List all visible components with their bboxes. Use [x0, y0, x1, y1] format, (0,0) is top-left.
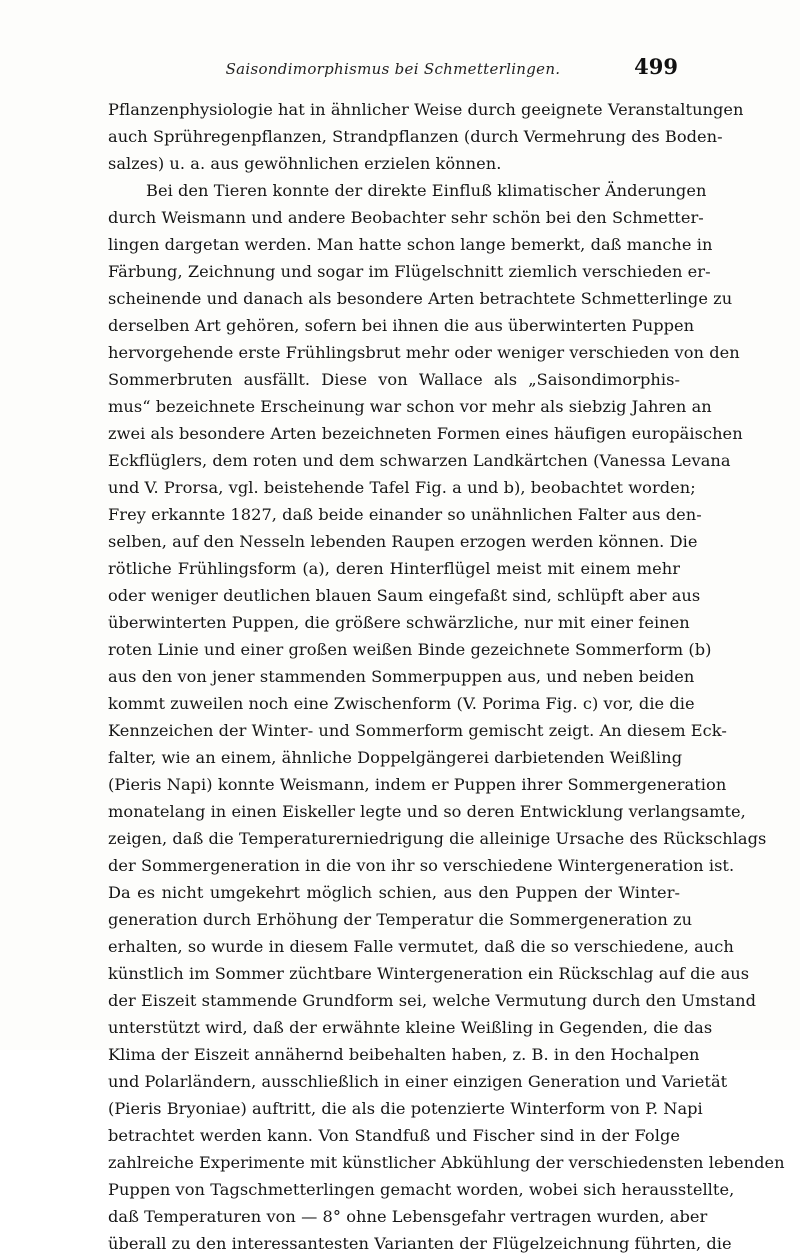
text-line: derselben Art gehören, sofern bei ihnen die aus überwinterten Puppen [108, 316, 695, 335]
body-text [108, 96, 785, 1257]
text-line: kommt zuweilen noch eine Zwischenform (V. Porima Fig. c) vor, die die [108, 694, 695, 713]
text-line: Färbung, Zeichnung und sogar im Flügelschnitt ziemlich verschieden er- [108, 262, 711, 281]
text-line: lingen dargetan werden. Man hatte schon lange bemerkt, daß manche in [108, 235, 713, 254]
text-line: scheinende und danach als besondere Arten betrachtete Schmetterlinge zu [108, 289, 733, 308]
text-line: erhalten, so wurde in diesem Falle vermutet, daß die so verschiedene, auch [108, 937, 734, 956]
text-line: salzes) u. a. aus gewöhnlichen erzielen können. [108, 154, 502, 173]
text-line: durch Weismann und andere Beobachter sehr schön bei den Schmetter- [108, 208, 704, 227]
text-line: daß Temperaturen von — 8° ohne Lebensgefahr vertragen wurden, aber [108, 1207, 708, 1226]
text-line: selben, auf den Nesseln lebenden Raupen erzogen werden können. Die [108, 532, 698, 551]
text-line: Bei den Tieren konnte der direkte Einfluß klimatischer Änderungen [146, 181, 707, 200]
text-line: zeigen, daß die Temperaturerniedrigung die alleinige Ursache des Rückschlags [108, 829, 767, 848]
text-line: falter, wie an einem, ähnliche Doppelgängerei darbietenden Weißling [108, 748, 683, 767]
text-line: betrachtet werden kann. Von Standfuß und Fischer sind in der Folge [108, 1126, 680, 1145]
text-line: überall zu den interessantesten Varianten der Flügelzeichnung führten, die [108, 1234, 732, 1253]
running-title: Saisondimorphismus bei Schmetterlingen. [225, 60, 561, 78]
text-line: (Pieris Bryoniae) auftritt, die als die potenzierte Winterform von P. Napi [108, 1099, 703, 1118]
text-line: überwinterten Puppen, die größere schwärzliche, nur mit einer feinen [108, 613, 690, 632]
text-line: (Pieris Napi) konnte Weismann, indem er Puppen ihrer Sommergeneration [108, 775, 727, 794]
text-line: roten Linie und einer großen weißen Binde gezeichnete Sommerform (b) [108, 640, 712, 659]
text-line: auch Sprühregenpflanzen, Strandpflanzen (durch Vermehrung des Boden- [108, 127, 723, 146]
text-line: monatelang in einen Eiskeller legte und so deren Entwicklung verlangsamte, [108, 802, 746, 821]
running-head [108, 52, 678, 82]
text-line: und V. Prorsa, vgl. beistehende Tafel Fig. a und b), beobachtet worden; [108, 478, 696, 497]
text-line: Puppen von Tagschmetterlingen gemacht worden, wobei sich herausstellte, [108, 1180, 735, 1199]
text-line: Da es nicht umgekehrt möglich schien, aus den Puppen der Winter- [108, 883, 680, 902]
text-line: Pflanzenphysiologie hat in ähnlicher Weise durch geeignete Veranstaltungen [108, 100, 744, 119]
text-line: der Sommergeneration in die von ihr so verschiedene Wintergeneration ist. [108, 856, 735, 875]
text-line: Kennzeichen der Winter- und Sommerform gemischt zeigt. An diesem Eck- [108, 721, 727, 740]
text-line: Eckflüglers, dem roten und dem schwarzen Landkärtchen (Vanessa Levana [108, 451, 731, 470]
text-line: der Eiszeit stammende Grundform sei, welche Vermutung durch den Umstand [108, 991, 756, 1010]
text-line: künstlich im Sommer züchtbare Wintergeneration ein Rückschlag auf die aus [108, 964, 750, 983]
text-line: aus den von jener stammenden Sommerpuppen aus, und neben beiden [108, 667, 695, 686]
text-line: zahlreiche Experimente mit künstlicher Abkühlung der verschiedensten lebenden [108, 1153, 785, 1172]
text-line: Klima der Eiszeit annähernd beibehalten haben, z. B. in den Hochalpen [108, 1045, 700, 1064]
text-line: rötliche Frühlingsform (a), deren Hinterflügel meist mit einem mehr [108, 559, 680, 578]
text-line: Sommerbruten ausfällt. Diese von Wallace als „Saisondimorphis- [108, 370, 680, 389]
text-line: zwei als besondere Arten bezeichneten Formen eines häufigen europäischen [108, 424, 743, 443]
page-number: 499 [634, 54, 678, 79]
text-line: und Polarländern, ausschließlich in einer einzigen Generation und Varietät [108, 1072, 728, 1091]
text-line: mus“ bezeichnete Erscheinung war schon vor mehr als siebzig Jahren an [108, 397, 712, 416]
text-line: hervorgehende erste Frühlingsbrut mehr oder weniger verschieden von den [108, 343, 740, 362]
text-line: oder weniger deutlichen blauen Saum eingefaßt sind, schlüpft aber aus [108, 586, 701, 605]
text-line: unterstützt wird, daß der erwähnte kleine Weißling in Gegenden, die das [108, 1018, 713, 1037]
text-line: generation durch Erhöhung der Temperatur die Sommergeneration zu [108, 910, 693, 929]
text-line: Frey erkannte 1827, daß beide einander so unähnlichen Falter aus den- [108, 505, 702, 524]
